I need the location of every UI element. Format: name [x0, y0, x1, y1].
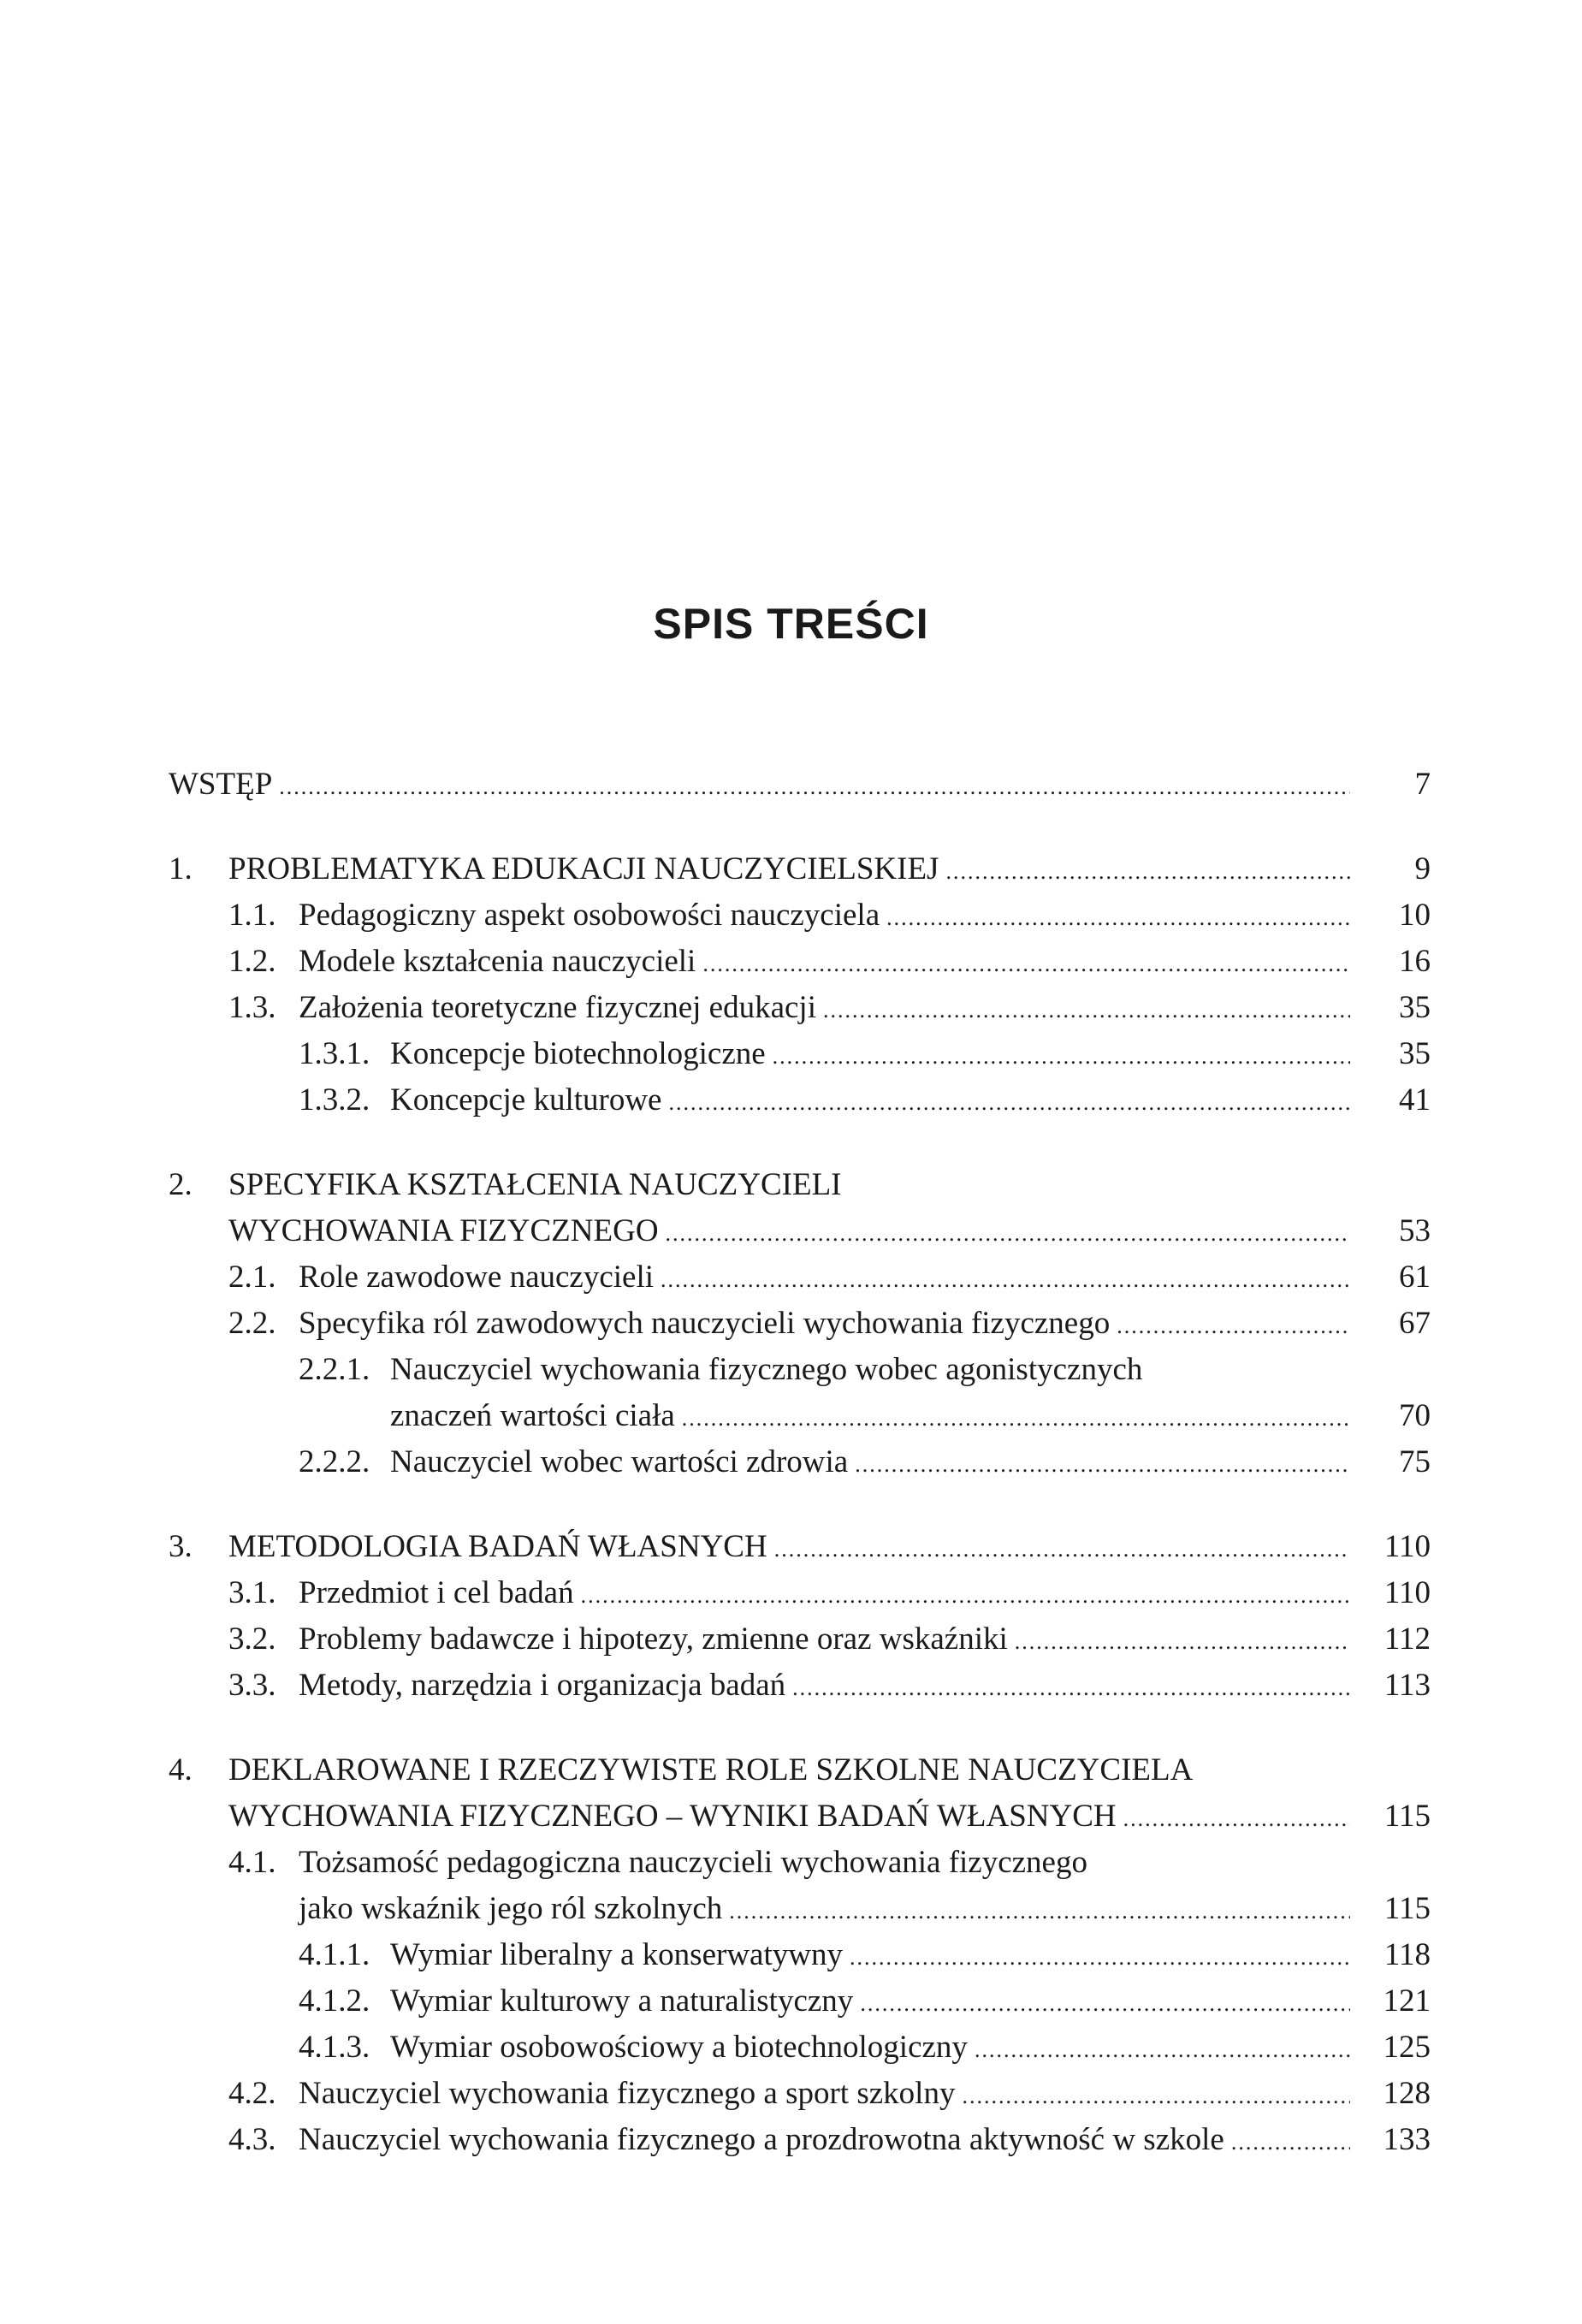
toc-entry-number: 4.2. [228, 2076, 276, 2111]
leader-dots [855, 1442, 1350, 1488]
leader-dots [668, 1080, 1350, 1126]
toc-entry-label: DEKLAROWANE I RZECZYWISTE ROLE SZKOLNE NAUCZYCIELA [228, 1752, 1194, 1787]
toc-entry-number: 4.1.2. [299, 1983, 370, 2019]
toc-entry-continuation [169, 1393, 1431, 1439]
toc-entry-page: 125 [1383, 2030, 1431, 2065]
toc-entry-number: 1.2. [228, 944, 276, 979]
toc-entry-label: Wymiar kulturowy a naturalistyczny [390, 1983, 854, 2019]
toc-entry-page: 110 [1384, 1529, 1431, 1564]
toc-entry-label: PROBLEMATYKA EDUKACJI NAUCZYCIELSKIEJ [228, 851, 939, 886]
toc-entry-number: 1.1. [228, 898, 276, 933]
toc-entry-label: Problemy badawcze i hipotezy, zmienne oraz wskaźniki [299, 1621, 1008, 1657]
toc-entry [169, 892, 1431, 939]
toc-entry [169, 1524, 1431, 1570]
toc-entry-label: Role zawodowe nauczycieli [299, 1260, 655, 1295]
toc-entry-number: 3.1. [228, 1575, 276, 1610]
toc-entry-page: 41 [1399, 1082, 1431, 1118]
toc-entry-continuation [169, 1208, 1431, 1254]
toc-entry-label: Wymiar osobowościowy a biotechnologiczny [390, 2030, 968, 2065]
toc-entry-label: jako wskaźnik jego ról szkolnych [299, 1891, 723, 1926]
toc-entry-label: Koncepcje biotechnologiczne [390, 1036, 766, 1071]
leader-dots [581, 1573, 1350, 1619]
toc-entry-page: 10 [1399, 898, 1431, 933]
toc-entry-number: 4.1.1. [299, 1937, 370, 1972]
leader-dots [823, 987, 1350, 1034]
toc-entry-number: 1.3.1. [299, 1036, 370, 1071]
toc-entry-label: Nauczyciel wychowania fizycznego a sport szkolny [299, 2076, 956, 2111]
toc-entry [169, 1301, 1431, 1347]
toc-entry-label: Koncepcje kulturowe [390, 1082, 662, 1118]
toc-entry [169, 1616, 1431, 1663]
toc-entry-number: 4.3. [228, 2122, 276, 2157]
toc-entry-number: 4.1. [228, 1845, 276, 1880]
toc-entry-number: 3.2. [228, 1621, 276, 1657]
toc-entry-page: 110 [1384, 1575, 1431, 1610]
leader-dots [774, 1527, 1350, 1573]
toc-entry [169, 1077, 1431, 1123]
toc-entry-label: Założenia teoretyczne fizycznej edukacji [299, 990, 816, 1025]
toc-entry [169, 1932, 1431, 1978]
leader-dots [1123, 1796, 1350, 1842]
toc-entry-number: 4. [169, 1752, 193, 1787]
toc-entry-label: METODOLOGIA BADAŃ WŁASNYCH [228, 1529, 767, 1564]
toc-entry-label: Nauczyciel wobec wartości zdrowia [390, 1444, 849, 1479]
toc-entry [169, 1031, 1431, 1077]
leader-dots [1231, 2119, 1350, 2166]
toc-entry [169, 1570, 1431, 1616]
toc-entry [169, 1347, 1431, 1393]
toc-entry-page: 118 [1384, 1937, 1431, 1972]
toc-entry-page: 115 [1384, 1891, 1431, 1926]
toc-entry-number: 2. [169, 1167, 193, 1202]
toc-entry-number: 1. [169, 851, 193, 886]
toc-entry [169, 1439, 1431, 1485]
leader-dots [729, 1888, 1350, 1935]
leader-dots [661, 1257, 1350, 1303]
leader-dots [792, 1665, 1350, 1711]
toc-entry [169, 1840, 1431, 1886]
toc-entry-page: 16 [1399, 944, 1431, 979]
toc-entry-number: 3. [169, 1529, 193, 1564]
toc-entry-label: Nauczyciel wychowania fizycznego a prozdrowotna aktywność w szkole [299, 2122, 1224, 2157]
toc-entry [169, 939, 1431, 985]
leader-dots [962, 2073, 1350, 2119]
toc-entry [169, 1162, 1431, 1208]
leader-dots [666, 1211, 1350, 1257]
toc-entry-label: Nauczyciel wychowania fizycznego wobec agonistycznych [390, 1352, 1143, 1387]
toc-entry [169, 1978, 1431, 2025]
leader-dots [850, 1935, 1350, 1981]
toc-entry-continuation [169, 1886, 1431, 1932]
page-title: SPIS TREŚCI [653, 600, 929, 648]
leader-dots [886, 895, 1350, 941]
toc-entry [169, 1254, 1431, 1301]
leader-dots [682, 1396, 1350, 1442]
leader-dots [945, 849, 1350, 895]
toc-entry [169, 846, 1431, 892]
leader-dots [860, 1981, 1350, 2027]
toc-entry-label: Tożsamość pedagogiczna nauczycieli wychowania fizycznego [299, 1845, 1087, 1880]
leader-dots [975, 2027, 1350, 2073]
toc-entry-number: 1.3. [228, 990, 276, 1025]
toc-entry-page: 128 [1383, 2076, 1431, 2111]
leader-dots [702, 941, 1350, 987]
toc-entry-label: Metody, narzędzia i organizacja badań [299, 1668, 786, 1703]
toc-entry-page: 7 [1414, 767, 1431, 802]
toc-entry-page: 61 [1399, 1260, 1431, 1295]
toc-entry-label: Przedmiot i cel badań [299, 1575, 574, 1610]
toc-entry-page: 70 [1399, 1398, 1431, 1433]
toc-entry [169, 2117, 1431, 2163]
toc-entry [169, 1747, 1431, 1793]
toc-entry-label: WYCHOWANIA FIZYCZNEGO – WYNIKI BADAŃ WŁASNYCH [228, 1799, 1117, 1834]
leader-dots [1117, 1303, 1350, 1349]
toc-entry [169, 2025, 1431, 2071]
toc-entry-page: 121 [1383, 1983, 1431, 2019]
toc-entry [169, 762, 1431, 808]
toc-entry-label: SPECYFIKA KSZTAŁCENIA NAUCZYCIELI [228, 1167, 842, 1202]
toc-entry-page: 53 [1399, 1213, 1431, 1248]
toc-entry-page: 113 [1384, 1668, 1431, 1703]
toc-entry-label: znaczeń wartości ciała [390, 1398, 675, 1433]
toc-entry-label: WYCHOWANIA FIZYCZNEGO [228, 1213, 659, 1248]
toc-entry-continuation [169, 1793, 1431, 1840]
toc-entry-page: 133 [1383, 2122, 1431, 2157]
toc-entry-number: 2.2.2. [299, 1444, 370, 1479]
toc-entry-page: 75 [1399, 1444, 1431, 1479]
toc-entry-number: 2.1. [228, 1260, 276, 1295]
toc-entry-label: Modele kształcenia nauczycieli [299, 944, 696, 979]
toc-entry [169, 2071, 1431, 2117]
toc-entry-label: Pedagogiczny aspekt osobowości nauczyciela [299, 898, 880, 933]
toc-entry-page: 112 [1384, 1621, 1431, 1657]
toc-entry-number: 2.2.1. [299, 1352, 370, 1387]
toc-entry-page: 35 [1399, 1036, 1431, 1071]
leader-dots [773, 1034, 1350, 1080]
toc-entry-page: 67 [1399, 1306, 1431, 1341]
leader-dots [1015, 1619, 1350, 1665]
toc-entry-label: WSTĘP [169, 767, 273, 802]
toc-entry-label: Specyfika ról zawodowych nauczycieli wychowania fizycznego [299, 1306, 1111, 1341]
toc-entry-label: Wymiar liberalny a konserwatywny [390, 1937, 843, 1972]
toc-entry-number: 3.3. [228, 1668, 276, 1703]
toc-entry-number: 2.2. [228, 1306, 276, 1341]
toc-entry [169, 1663, 1431, 1709]
toc-entry-page: 115 [1384, 1799, 1431, 1834]
toc-entry [169, 985, 1431, 1031]
leader-dots [279, 764, 1350, 810]
toc-entry-page: 9 [1414, 851, 1431, 886]
toc-entry-page: 35 [1399, 990, 1431, 1025]
table-of-contents [169, 762, 1431, 2163]
toc-entry-number: 1.3.2. [299, 1082, 370, 1118]
toc-entry-number: 4.1.3. [299, 2030, 370, 2065]
